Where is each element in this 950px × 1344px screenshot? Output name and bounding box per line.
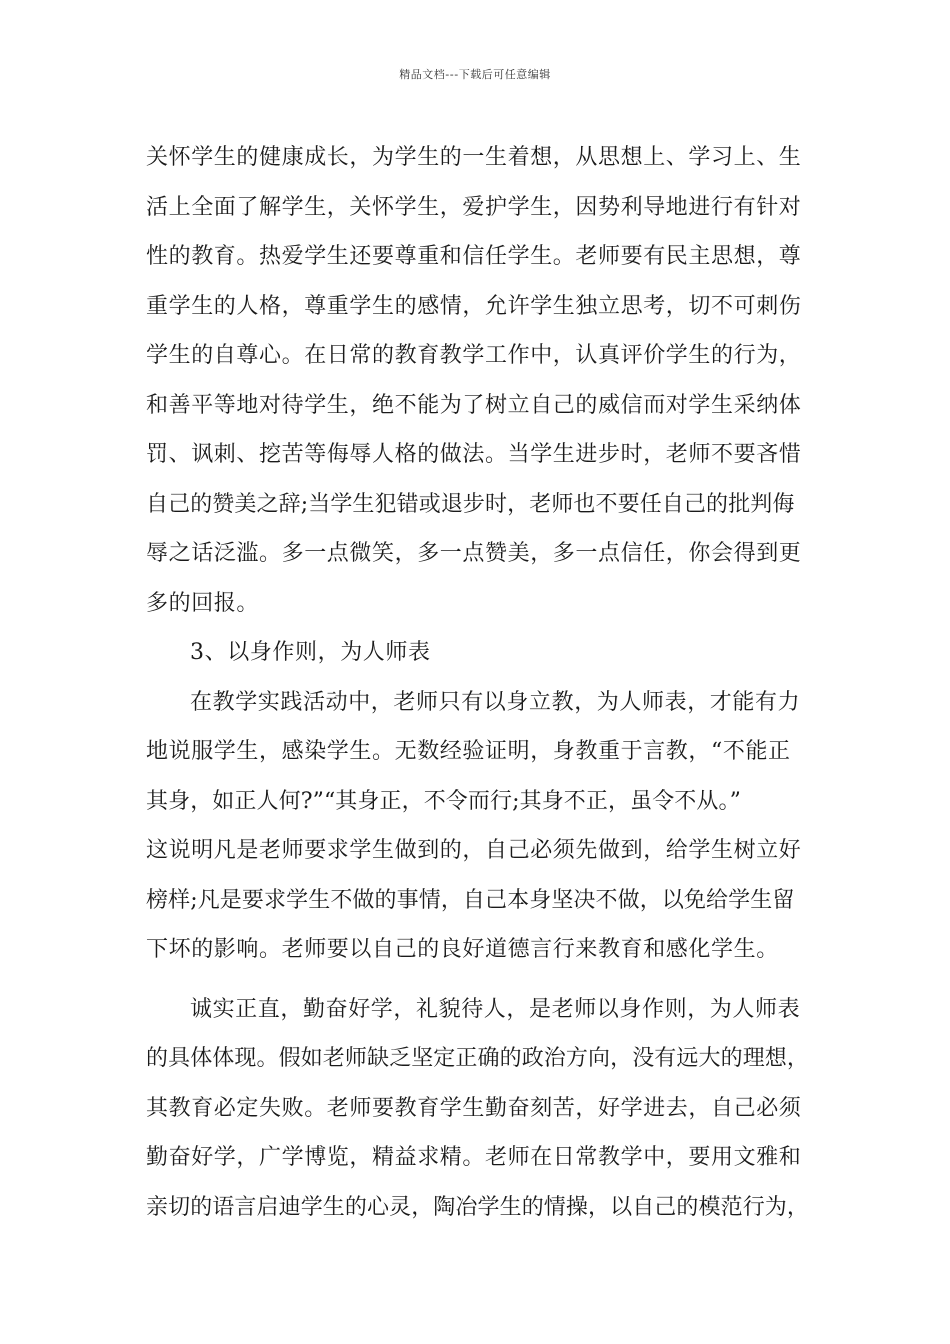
text-line: 和善平等地对待学生，绝不能为了树立自己的威信而对学生采纳体 <box>146 392 802 418</box>
text-line: 诚实正直，勤奋好学，礼貌待人，是老师以身作则，为人师表 <box>190 996 801 1022</box>
text-line: 罚、讽刺、挖苦等侮辱人格的做法。当学生进步时，老师不要吝惜 <box>146 442 802 467</box>
text-line: 性的教育。热爱学生还要尊重和信任学生。老师要有民主思想，尊 <box>146 244 802 269</box>
text-line: 的具体体现。假如老师缺乏坚定正确的政治方向，没有远大的理想， <box>146 1046 810 1071</box>
document-body <box>146 133 816 1232</box>
text-line: 亲切的语言启迪学生的心灵，陶冶学生的情操，以自己的模范行为， <box>146 1194 810 1220</box>
section-heading: 3、以身作则，为人师表 <box>190 640 431 665</box>
text-line: 重学生的人格，尊重学生的感情，允许学生独立思考，切不可刺伤 <box>146 293 802 319</box>
text-line: 多的回报。 <box>146 590 260 616</box>
text-line: 其教育必定失败。老师要教育学生勤奋刻苦，好学进去，自己必须 <box>146 1095 802 1121</box>
text-line: 关怀学生的健康成长，为学生的一生着想，从思想上、学习上、生 <box>146 145 802 170</box>
text-line: 活上全面了解学生，关怀学生，爱护学生，因势利导地进行有针对 <box>146 194 802 220</box>
text-line: 榜样;凡是要求学生不做的事情，自己本身坚决不做，以免给学生留 <box>146 887 795 913</box>
text-line: 学生的自尊心。在日常的教育教学工作中，认真评价学生的行为， <box>146 343 802 368</box>
paragraph-3 <box>146 985 816 1233</box>
text-line: 辱之话泛滥。多一点微笑，多一点赞美，多一点信任，你会得到更 <box>146 541 802 566</box>
text-line: 在教学实践活动中，老师只有以身立教，为人师表，才能有力 <box>190 689 801 715</box>
paragraph-gap <box>146 975 816 985</box>
text-line: 下坏的影响。老师要以自己的良好道德言行来教育和感化学生。 <box>146 937 779 962</box>
page-header: 精品文档---下载后可任意编辑 <box>399 68 551 81</box>
text-line: 勤奋好学，广学博览，精益求精。老师在日常教学中，要用文雅和 <box>146 1145 802 1170</box>
text-line: 其身，如正人何?”“其身正，不令而行;其身不正，虽令不从。” <box>146 788 741 814</box>
paragraph-1 <box>146 133 816 628</box>
text-line: 自己的赞美之辞;当学生犯错或退步时，老师也不要任自己的批判侮 <box>146 491 795 517</box>
text-line: 这说明凡是老师要求学生做到的，自己必须先做到，给学生树立好 <box>146 838 802 863</box>
text-line: 地说服学生，感染学生。无数经验证明，身教重于言教，“不能正 <box>146 739 791 764</box>
paragraph-2 <box>146 678 816 975</box>
